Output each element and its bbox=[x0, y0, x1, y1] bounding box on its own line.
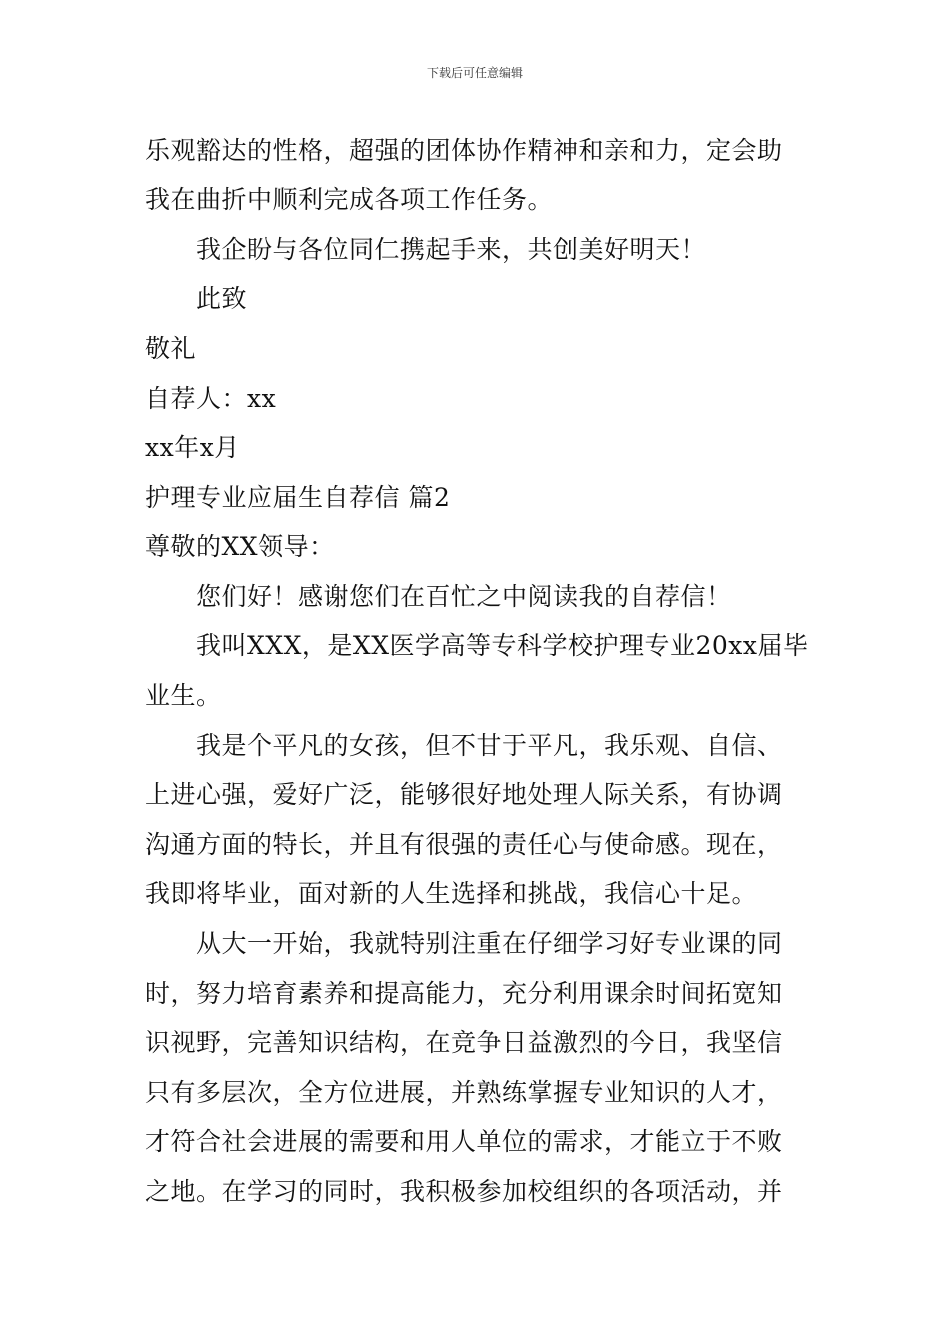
text-line-10: 您们好！感谢您们在百忙之中阅读我的自荐信！ bbox=[196, 582, 732, 611]
text-line-20: 只有多层次，全方位进展，并熟练掌握专业知识的人才， bbox=[145, 1078, 783, 1107]
text-line-1: 乐观豁达的性格，超强的团体协作精神和亲和力，定会助 bbox=[145, 136, 783, 165]
text-line-22: 之地。在学习的同时，我积极参加校组织的各项活动，并 bbox=[145, 1177, 783, 1206]
text-line-17: 从大一开始，我就特别注重在仔细学习好专业课的同 bbox=[196, 929, 783, 958]
text-line-15: 沟通方面的特长，并且有很强的责任心与使命感。现在， bbox=[145, 830, 783, 859]
text-line-13: 我是个平凡的女孩，但不甘于平凡，我乐观、自信、 bbox=[196, 731, 783, 760]
text-line-7: xx年x月 bbox=[145, 433, 240, 462]
page-header-note: 下载后可任意编辑 bbox=[426, 66, 523, 80]
text-line-6: 自荐人：xx bbox=[145, 384, 277, 413]
text-line-2: 我在曲折中顺利完成各项工作任务。 bbox=[145, 185, 554, 214]
text-line-16: 我即将毕业，面对新的人生选择和挑战，我信心十足。 bbox=[145, 879, 758, 908]
text-line-11: 我叫XXX，是XX医学高等专科学校护理专业20xx届毕 bbox=[196, 631, 809, 660]
text-line-18: 时，努力培育素养和提高能力，充分利用课余时间拓宽知 bbox=[145, 979, 783, 1008]
text-line-21: 才符合社会进展的需要和用人单位的需求，才能立于不败 bbox=[145, 1127, 783, 1156]
text-line-14: 上进心强，爱好广泛，能够很好地处理人际关系，有协调 bbox=[145, 780, 783, 809]
text-line-19: 识视野，完善知识结构，在竞争日益激烈的今日，我坚信 bbox=[145, 1028, 783, 1057]
text-line-4: 此致 bbox=[196, 284, 248, 313]
salutation: 尊敬的XX领导： bbox=[145, 532, 335, 561]
section-heading: 护理专业应届生自荐信 篇2 bbox=[145, 483, 451, 512]
text-line-3: 我企盼与各位同仁携起手来，共创美好明天！ bbox=[196, 235, 707, 264]
text-line-5: 敬礼 bbox=[145, 334, 197, 363]
text-line-12: 业生。 bbox=[145, 681, 222, 710]
